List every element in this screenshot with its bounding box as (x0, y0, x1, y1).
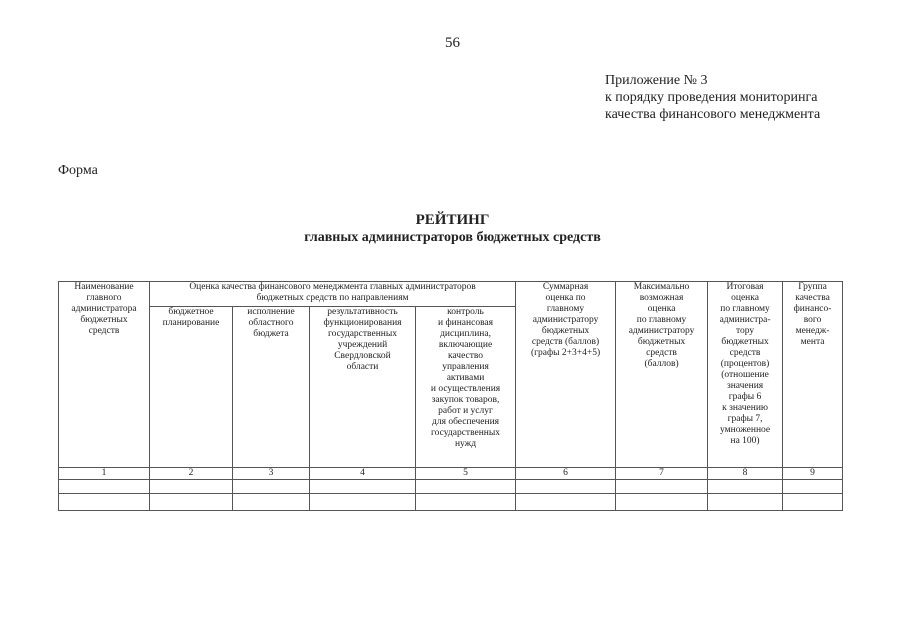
appendix-line-3: качества финансового менеджмента (605, 107, 821, 122)
table-cell (516, 494, 616, 511)
header-col-5 (416, 307, 516, 468)
header-col-8-text: Итоговая оценка по главному администра- тору бюджетных средств (процентов) (отношение значения графы 6 к значению графы 7, умноженное на 100) (719, 282, 771, 446)
header-col-9 (783, 282, 843, 468)
header-col-9-text: Группа качества финансо- вого менедж- мента (793, 282, 832, 347)
table-cell (59, 494, 150, 511)
header-col-1-text: Наименование главного администратора бюджетных средств (71, 282, 137, 336)
document-title (0, 211, 905, 246)
page-number: 56 (445, 35, 460, 51)
column-number: 9 (783, 468, 843, 480)
table-row (59, 494, 843, 511)
header-col-1 (59, 282, 150, 468)
header-col-5-text: контроль и финансовая дисциплина, включающие качество управления активами и осуществления закупок товаров, работ и услуг для обеспечения государственных нужд (430, 307, 501, 449)
header-group-text: Оценка качества финансового менеджмента главных администраторов бюджетных средств по направлениям (189, 282, 476, 303)
header-group (150, 282, 516, 307)
column-number: 1 (59, 468, 150, 480)
column-number: 5 (416, 468, 516, 480)
header-col-7 (616, 282, 708, 468)
column-number: 4 (310, 468, 416, 480)
header-col-2 (150, 307, 233, 468)
table-cell (516, 480, 616, 494)
table-cell (783, 494, 843, 511)
table-cell (310, 480, 416, 494)
column-number: 7 (616, 468, 708, 480)
table-cell (416, 494, 516, 511)
title-sub: главных администраторов бюджетных средств (304, 230, 601, 245)
table-cell (616, 480, 708, 494)
header-col-4 (310, 307, 416, 468)
appendix-line-2: к порядку проведения мониторинга (605, 90, 818, 105)
header-col-2-text: бюджетное планирование (162, 307, 220, 328)
table-cell (150, 494, 233, 511)
header-col-3 (233, 307, 310, 468)
header-col-6 (516, 282, 616, 468)
table-cell (708, 480, 783, 494)
table-cell (150, 480, 233, 494)
table-cell (708, 494, 783, 511)
column-number: 8 (708, 468, 783, 480)
header-col-6-text: Суммарная оценка по главному администратору бюджетных средств (баллов) (графы 2+3+4+5) (530, 282, 601, 358)
header-col-8 (708, 282, 783, 468)
table-cell (59, 480, 150, 494)
title-main: РЕЙТИНГ (415, 212, 490, 228)
form-label: Форма (58, 163, 98, 178)
table-row (59, 480, 843, 494)
table-cell (416, 480, 516, 494)
appendix-heading (605, 72, 820, 123)
table-cell (616, 494, 708, 511)
header-col-3-text: исполнение областного бюджета (247, 307, 295, 339)
table-cell (783, 480, 843, 494)
header-col-7-text: Максимально возможная оценка по главному администратору бюджетных средств (баллов) (628, 282, 695, 369)
column-number-row (59, 468, 843, 480)
table-cell (233, 494, 310, 511)
rating-table (58, 281, 843, 511)
table-cell (310, 494, 416, 511)
table-cell (233, 480, 310, 494)
appendix-line-1: Приложение № 3 (605, 73, 708, 88)
column-number: 6 (516, 468, 616, 480)
column-number: 2 (150, 468, 233, 480)
column-number: 3 (233, 468, 310, 480)
header-col-4-text: результативность функционирования государственных учреждений Свердловской области (323, 307, 402, 372)
